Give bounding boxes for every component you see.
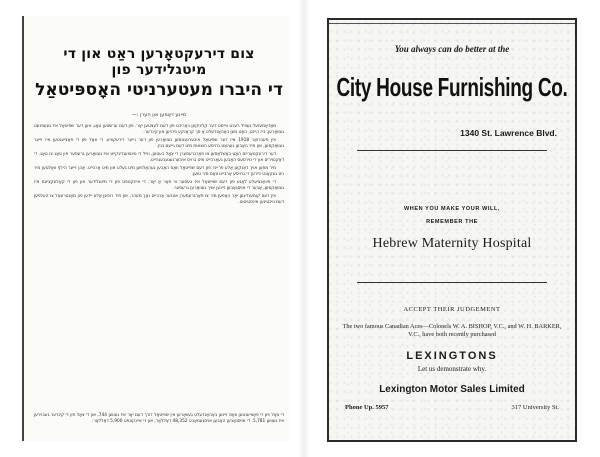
paragraph: אין פעברואַר 1918 איז דער שפּיטאָל איבערגענומען געוואָרען פון דער נייער דירעקציע. די צאָל פון די פּאַציענטען איז זייער געוואַקסען, און מיר האָבען געהאַט גרויסע הוצאות מיט דעם נייעם בנין.	[34, 138, 284, 149]
salutation: מיינע דאַמען און הערן :—	[131, 112, 187, 118]
paragraph: די פינאַנציעלע לאַגע פון דעם שפּיטאָל איז בעסער ווי פאַר אַ יאָר. די איינקונפט פון די מיטגלידער און פון די קאָלעקציעס איז געוואַקסען, אָבער די אויסגאַבען זיינען אויך געוואָרען גרעסער.	[34, 180, 284, 191]
dealer-name: Lexington Motor Sales Limited	[379, 384, 525, 395]
heading-line-1: צום דירעקטאָרען ראַט און די מיטגלידער פון	[63, 46, 255, 78]
judgement-heading: ACCEPT THEIR JUDGEMENT	[403, 306, 501, 313]
page-heading	[34, 46, 284, 100]
paragraph: מיר מוזען אויך דאַנקען אַלע פריינד פון דעם שפּיטאָל וואָס האָבען געהאָלפען מיט געלט און מיט אַרבייט. אָהן זייער הילף וואָלטען מיר ניט געקאָנט פירען די גרויסע אַרבייט וואָס מיר טוען.	[34, 166, 284, 177]
paragraph: מאַדאַמעזעל נעוויל רעכט ווייסט דער קליניקען באַריכט פון דעם לעצטען יאָר. פון דעם ערשטען טאָג, ווען דער שפּיטאָל איז געעפנעט געוואָרען, ביז היינט, האָט מען באַהאַנדעלט אַ סך קראַנקע פרויען און קינדער.	[34, 124, 284, 135]
aces-text: The two famous Canadian Aces—Colonels W. A. BISHOP, V.C., and W. H. BARKER, V.C., have both recently purchased	[342, 323, 562, 338]
report-body	[34, 124, 284, 208]
paragraph: אין דעם קומענדיגען יאָר האָפען מיר צו פאַרגרעסערן אונזער אַרבייט נאָך מעהר, און מיר רופען אַלע יידען פון מאָנטרעאַל צו העלפען דעם וויכטיגען אינסטיטוט.	[34, 194, 284, 205]
furniture-address: 1340 St. Lawrence Blvd.	[460, 128, 557, 138]
advertisement-page	[327, 18, 577, 442]
demo-line: Let us demonstrate why.	[417, 365, 487, 373]
lexington-brand: LEXINGTONS	[406, 350, 498, 362]
remember-line: REMEMBER THE	[426, 219, 478, 225]
hospital-name: Hebrew Maternity Hospital	[372, 236, 532, 251]
furniture-tagline: You always can do better at the	[394, 44, 510, 54]
closing-paragraph: די צאָל פון די פּאַציענטען וואָס זיינען באַהאַנדעלט געוואָרען אין שפּיטאָל דורך דעם יאָר איז געווען 744, און די צאָל פון די קינדער געבוירען איז געווען 5,781. די אויסגאַבען האָבען אויסגעמאַכט 48,352 דאָללאַר, און די איינקונפט 5,900 דאָללאַר.	[34, 413, 284, 424]
book-gutter	[298, 0, 310, 457]
top-rule	[329, 23, 575, 24]
will-line: WHEN YOU MAKE YOUR WILL,	[403, 206, 501, 212]
furniture-company-name: City House Furnishing Co.	[336, 74, 568, 103]
divider	[357, 150, 547, 151]
paragraph: דער דירעקטאָריום האָט באַשלאָסען צו פאַרגרעסערן די צאָל בעטען, ווייל די נויטווענדיגקייט איז געוואָרען גרעסער פון טאָג צו טאָג. די דאַקטוירים און די נוירסעס האָבען געאַרבייט מיט גרויס איבערגעגעבענהייט.	[34, 152, 284, 163]
dealer-street: 317 University St.	[511, 404, 559, 411]
heading-line-2: די היברו מעטערניטי האָספּיטאַל	[35, 80, 283, 100]
divider	[357, 282, 547, 283]
dealer-phone: Phone Up. 5957	[345, 404, 389, 411]
dealer-contact	[345, 404, 559, 411]
yiddish-page	[22, 16, 290, 441]
